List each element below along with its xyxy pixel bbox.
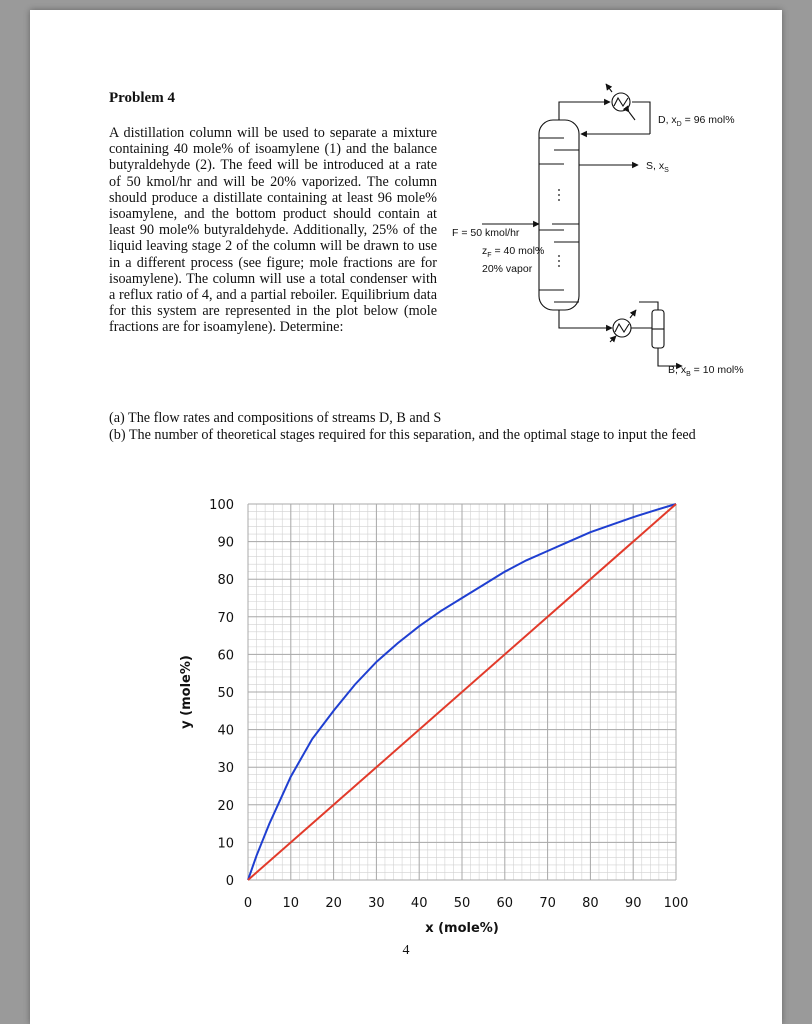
x-axis-label: x (mole%) — [425, 921, 499, 936]
feed-rate-label: F = 50 kmol/hr — [452, 227, 520, 239]
x-tick-label: 30 — [368, 896, 385, 911]
questions — [109, 410, 709, 443]
x-tick-label: 10 — [282, 896, 300, 911]
x-tick-label: 80 — [582, 896, 599, 911]
x-tick-label: 100 — [663, 896, 689, 911]
x-tick-label: 50 — [453, 896, 471, 911]
y-axis-label: y (mole%) — [179, 655, 194, 729]
bottoms-label: B, $x_B = 10$ mol% — [668, 364, 744, 378]
y-tick-labels — [209, 498, 234, 889]
y-tick-label: 40 — [217, 723, 234, 739]
x-tick-label: 0 — [243, 896, 253, 911]
x-tick-label: 70 — [539, 896, 556, 911]
column-shell — [539, 120, 579, 310]
feed-vapor-label: 20% vapor — [482, 263, 533, 275]
y-tick-label: 100 — [209, 498, 234, 513]
feed-composition-label: $z_F = 40$ mol% — [482, 245, 545, 259]
question-a: (a) The flow rates and compositions of streams D, B and S — [109, 410, 442, 426]
distillate-label: D, $x_D = 96$ mol% — [658, 114, 735, 128]
side-stream-label: S, $x_S$ — [646, 160, 669, 174]
x-tick-label: 20 — [325, 896, 342, 911]
document-page — [30, 10, 782, 1024]
x-tick-label: 40 — [410, 896, 428, 911]
y-tick-label: 0 — [225, 874, 234, 889]
distillation-column-diagram — [442, 80, 772, 390]
y-tick-label: 70 — [217, 610, 234, 626]
y-tick-label: 20 — [217, 798, 234, 814]
y-tick-label: 90 — [217, 535, 234, 551]
y-tick-label: 60 — [217, 648, 234, 664]
y-tick-label: 50 — [217, 686, 234, 701]
vle-chart — [150, 480, 710, 940]
y-tick-label: 80 — [217, 573, 234, 589]
x-tick-label: 60 — [496, 896, 514, 911]
problem-title: Problem 4 — [109, 90, 175, 106]
x-tick-label: 90 — [624, 896, 642, 911]
x-tick-labels — [244, 896, 689, 911]
y-tick-label: 10 — [217, 836, 234, 852]
y-tick-label: 30 — [217, 761, 234, 777]
page-number: 4 — [402, 943, 410, 958]
question-b: (b) The number of theoretical stages required for this separation, and the optimal stage to input the feed — [109, 426, 696, 443]
problem-statement: A distillation column will be used to separate a mixture containing 40 mole% of isoamylene (1) and the balance butyraldehyde (2). The feed will be introduced at a rate of 50 kmol/hr and will be 20% vaporized. The column should produce a distillate containing at least 96 mole% isoamylene, and the bottom product should contain at least 90 mole% butyraldehyde. Additionally, 25% of the liquid leaving stage 2 of the column will be drawn to use in a different process (see figure; mole fractions are for isoamylene). The column will use a total condenser with a reflux ratio of 4, and a partial reboiler. Equilibrium data for this system are represented in the plot below (mole fractions are for isoamylene). Determine: — [109, 125, 437, 336]
